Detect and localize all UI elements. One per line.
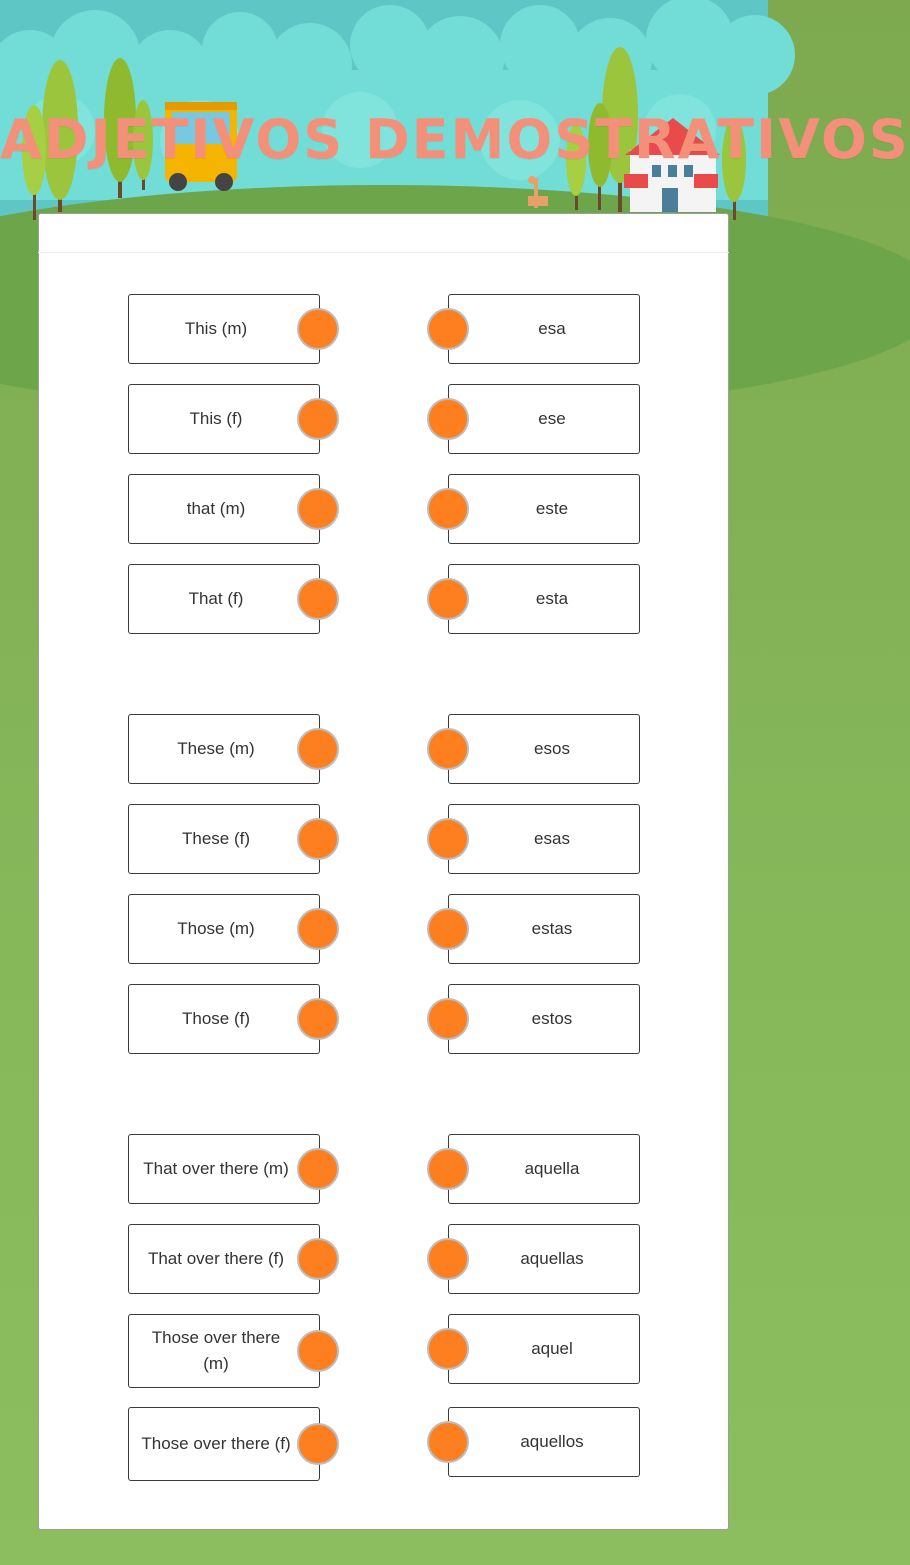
connector-dot-left[interactable]: [297, 578, 339, 620]
connector-dot-right[interactable]: [427, 998, 469, 1040]
connector-dot-right[interactable]: [427, 308, 469, 350]
match-card-left[interactable]: This (m): [128, 294, 320, 364]
match-card-left[interactable]: That over there (m): [128, 1134, 320, 1204]
match-card-right[interactable]: aquellos: [448, 1407, 640, 1477]
connector-dot-left[interactable]: [297, 1423, 339, 1465]
connector-dot-right[interactable]: [427, 1421, 469, 1463]
connector-dot-left[interactable]: [297, 818, 339, 860]
match-card-left[interactable]: These (m): [128, 714, 320, 784]
match-card-left[interactable]: Those (f): [128, 984, 320, 1054]
connector-dot-right[interactable]: [427, 818, 469, 860]
match-card-right[interactable]: aquella: [448, 1134, 640, 1204]
match-card-right[interactable]: ese: [448, 384, 640, 454]
connector-dot-left[interactable]: [297, 998, 339, 1040]
match-card-right[interactable]: esta: [448, 564, 640, 634]
divider: [38, 252, 729, 253]
match-card-right[interactable]: estas: [448, 894, 640, 964]
match-card-right[interactable]: esa: [448, 294, 640, 364]
connector-dot-left[interactable]: [297, 1238, 339, 1280]
match-card-left[interactable]: Those over there (m): [128, 1314, 320, 1388]
connector-dot-left[interactable]: [297, 398, 339, 440]
match-card-left[interactable]: Those over there (f): [128, 1407, 320, 1481]
connector-dot-left[interactable]: [297, 1148, 339, 1190]
match-card-left[interactable]: This (f): [128, 384, 320, 454]
match-card-right[interactable]: esas: [448, 804, 640, 874]
connector-dot-left[interactable]: [297, 1330, 339, 1372]
match-card-left[interactable]: These (f): [128, 804, 320, 874]
match-card-right[interactable]: esos: [448, 714, 640, 784]
match-card-right[interactable]: este: [448, 474, 640, 544]
connector-dot-left[interactable]: [297, 488, 339, 530]
connector-dot-right[interactable]: [427, 488, 469, 530]
connector-dot-left[interactable]: [297, 728, 339, 770]
connector-dot-right[interactable]: [427, 398, 469, 440]
match-card-left[interactable]: That (f): [128, 564, 320, 634]
match-card-right[interactable]: aquellas: [448, 1224, 640, 1294]
match-card-left[interactable]: that (m): [128, 474, 320, 544]
match-card-left[interactable]: That over there (f): [128, 1224, 320, 1294]
connector-dot-left[interactable]: [297, 308, 339, 350]
connector-dot-right[interactable]: [427, 908, 469, 950]
connector-dot-right[interactable]: [427, 1238, 469, 1280]
match-card-left[interactable]: Those (m): [128, 894, 320, 964]
connector-dot-right[interactable]: [427, 1148, 469, 1190]
header-banner: [0, 0, 910, 240]
match-card-right[interactable]: estos: [448, 984, 640, 1054]
connector-dot-right[interactable]: [427, 1328, 469, 1370]
connector-dot-right[interactable]: [427, 578, 469, 620]
page-title: ADJETIVOS DEMOSTRATIVOS: [0, 108, 910, 171]
connector-dot-right[interactable]: [427, 728, 469, 770]
match-card-right[interactable]: aquel: [448, 1314, 640, 1384]
connector-dot-left[interactable]: [297, 908, 339, 950]
